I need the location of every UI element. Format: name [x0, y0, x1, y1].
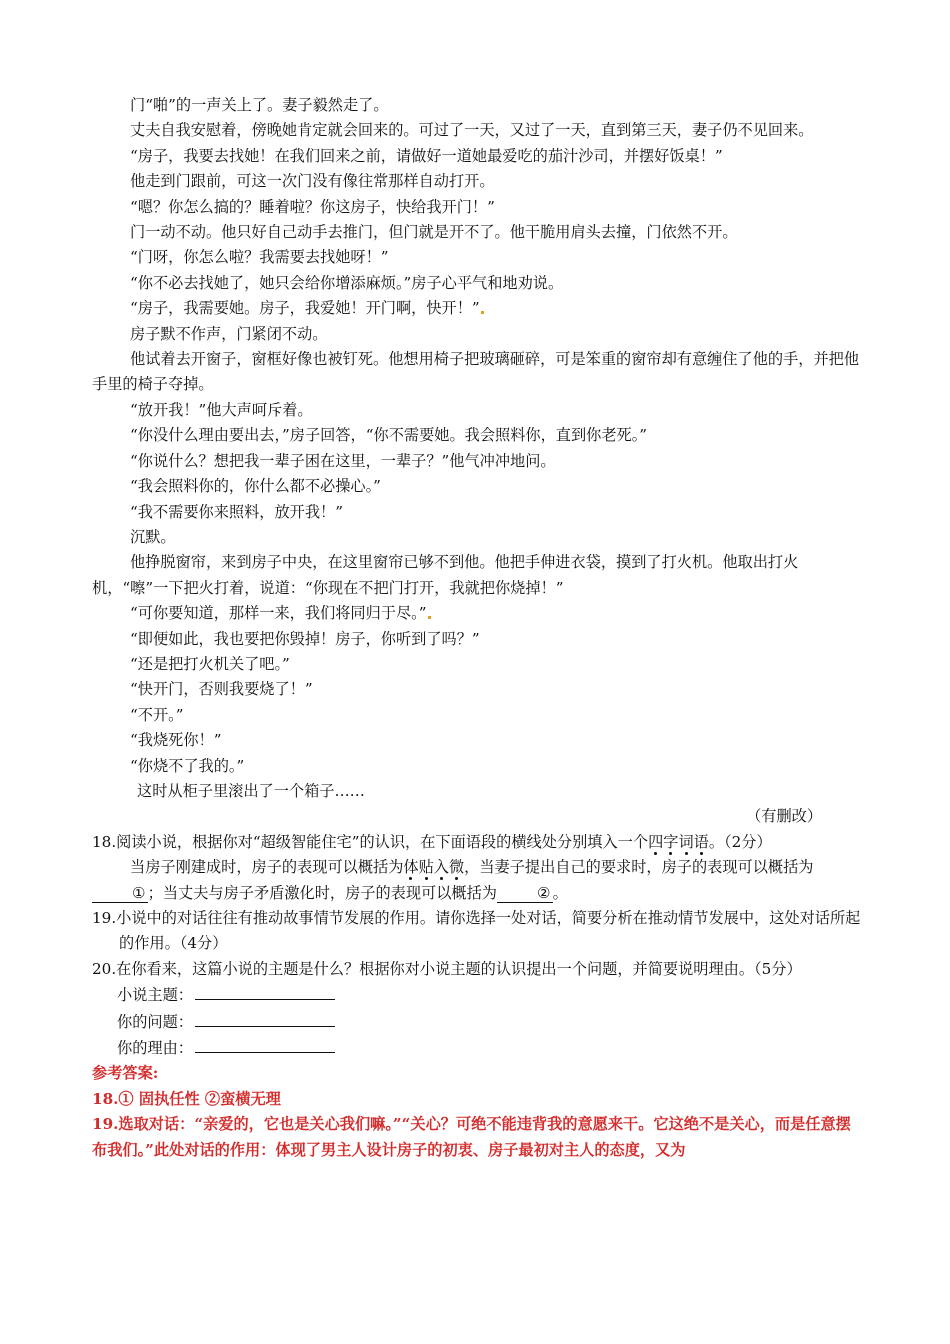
story-paragraph: “还是把打火机关了吧。” — [130, 654, 290, 673]
question-18 — [92, 830, 862, 855]
edit-mark-icon — [428, 616, 431, 619]
answer-line[interactable] — [195, 982, 335, 1000]
story-paragraph: 他试着去开窗子，窗框好像也被钉死。他想用椅子把玻璃砸碎，可是笨重的窗帘却有意缠住了他的手，并把他手里的椅子夺掉。 — [92, 350, 859, 394]
passage-text: ；当丈夫与房子矛盾激化时，房子的表现可以概括为 — [147, 883, 497, 902]
story-paragraph — [92, 601, 862, 626]
edit-mark-icon — [481, 311, 484, 314]
answer-field-question — [92, 1009, 862, 1035]
story-paragraph: “你不必去找她了，她只会给你增添麻烦。”房子心平气和地劝说。 — [130, 273, 564, 292]
question-text: 阅读小说，根据你对“超级智能住宅”的认识，在下面语段的横线处分别填入一个 — [116, 832, 649, 851]
story-paragraph: “我不需要你来照料，放开我！” — [130, 502, 343, 521]
story-paragraph: 门一动不动。他只好自己动手去推门，但门就是开不了。他干脆用肩头去撞，门依然不开。 — [130, 223, 738, 242]
question-number: 19. — [92, 909, 117, 927]
answer-blank-1[interactable]: ① — [92, 884, 148, 903]
document-page — [92, 93, 862, 1163]
emphasis-char: 贴 — [418, 858, 434, 877]
question-text: 。（2分） — [708, 832, 772, 851]
emphasis-char: 字 — [663, 832, 679, 851]
story-paragraph — [92, 296, 862, 321]
passage-text: 当房子刚建成时，房子的表现可以概括为 — [130, 858, 404, 877]
emphasis-char: 词 — [678, 832, 694, 851]
story-paragraph: 丈夫自我安慰着，傍晚她肯定就会回来的。可过了一天，又过了一天，直到第三天，妻子仍不见回来。 — [130, 121, 814, 140]
field-label: 小说主题： — [117, 986, 193, 1005]
story-paragraph: 房子默不作声，门紧闭不动。 — [130, 324, 328, 343]
passage-text: 。 — [552, 883, 568, 902]
question-number: 18. — [92, 832, 117, 851]
answer-line[interactable] — [195, 1035, 335, 1053]
emphasis-char: 入 — [433, 858, 449, 877]
story-paragraph: “我会照料你的，你什么都不必操心。” — [130, 477, 381, 496]
story-paragraph: “你没什么理由要出去，”房子回答，“你不需要她。我会照料你，直到你老死。” — [130, 426, 648, 445]
story-paragraph: 沉默。 — [130, 527, 176, 546]
question-number: 20. — [92, 959, 117, 978]
answer-blank-2[interactable]: ② — [497, 884, 553, 903]
answer-field-reason — [92, 1035, 862, 1061]
story-paragraph: 这时从柜子里滚出了一个箱子…… — [137, 781, 365, 800]
story-paragraph: “房子，我要去找她！在我们回来之前，请做好一道她最爱吃的茄汁沙司，并摆好饭桌！” — [130, 146, 723, 165]
story-paragraph: 他走到门跟前，可这一次门没有像往常那样自动打开。 — [130, 172, 495, 191]
story-paragraph: “快开门，否则我要烧了！” — [130, 680, 313, 699]
question-20 — [92, 957, 862, 982]
field-label: 你的理由： — [117, 1039, 193, 1058]
answer-18: 18.① 固执任性 ②蛮横无理 — [92, 1089, 281, 1108]
emphasis-char: 语 — [693, 832, 709, 851]
story-paragraph: “嗯？你怎么搞的？睡着啦？你这房子，快给我开门！” — [130, 197, 495, 216]
question-19 — [92, 906, 862, 957]
story-paragraph: 他挣脱窗帘，来到房子中央，在这里窗帘已够不到他。他把手伸进衣袋，摸到了打火机。他取出打火机，“嚓”一下把火打着，说道：“你现在不把门打开，我就把你烧掉！” — [92, 553, 799, 597]
emphasis-char: 微 — [448, 858, 465, 877]
story-paragraph: “你说什么？想把我一辈子困在这里，一辈子？”他气冲冲地问。 — [130, 451, 556, 470]
story-paragraph: 门“啪”的一声关上了。妻子毅然走了。 — [130, 96, 389, 114]
question-text: 小说中的对话往往有推动故事情节发展的作用。请你选择一处对话，简要分析在推动情节发展中，这处对话所起的作用。（4分） — [116, 909, 861, 953]
answer-line[interactable] — [195, 1009, 335, 1027]
story-paragraph: “不开。” — [130, 705, 184, 724]
question-text: 在你看来，这篇小说的主题是什么？根据你对小说主题的认识提出一个问题，并简要说明理由。（5分） — [116, 959, 802, 978]
story-paragraph: “即便如此，我也要把你毁掉！房子，你听到了吗？” — [130, 629, 480, 648]
answer-19: 19.选取对话：“亲爱的，它也是关心我们嘛。”“关心？可绝不能违背我的意愿来干。它这绝不是关心，而是任意摆布我们。”此处对话的作用：体现了男主人设计房子的初衷、房子最初对主人的态度，又为 — [92, 1115, 851, 1159]
emphasis-char: 四 — [648, 832, 664, 851]
source-note: （有删改） — [746, 807, 822, 826]
story-paragraph: “门呀，你怎么啦？我需要去找她呀！” — [130, 248, 389, 267]
answers-heading: 参考答案: — [92, 1064, 159, 1083]
answer-field-theme — [92, 982, 862, 1008]
question-18-passage — [92, 855, 862, 906]
story-text: “房子，我需要她。房子，我爱她！开门啊，快开！” — [130, 299, 480, 318]
story-paragraph: “放开我！”他大声呵斥着。 — [130, 400, 313, 419]
field-label: 你的问题： — [117, 1012, 193, 1031]
passage-text: ，当妻子提出自己的要求时，房子的表现可以概括为 — [464, 858, 814, 877]
story-paragraph: “你烧不了我的。” — [130, 756, 245, 775]
story-paragraph: “我烧死你！” — [130, 731, 222, 750]
emphasis-char: 体 — [403, 858, 419, 877]
story-text: “可你要知道，那样一来，我们将同归于尽。” — [130, 604, 427, 623]
